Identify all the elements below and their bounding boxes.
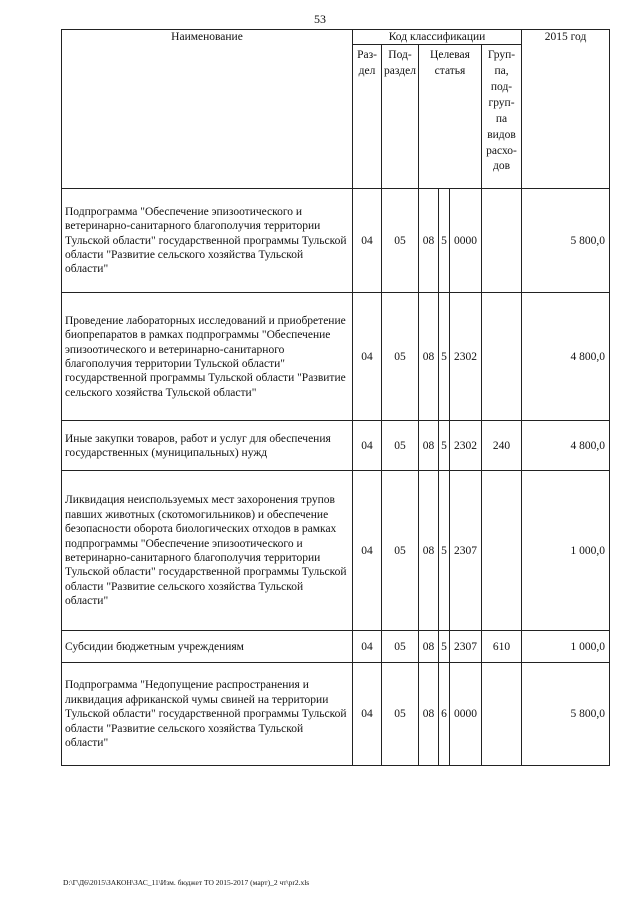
row-name: Проведение лабораторных исследований и приобретение биопрепаратов в рамках подпрограммы "Обеспечение эпизоотического и ветеринарно-санитарного благополучия территории Тульской области" государственной программы Тульской области "Развитие сельского хозяйства Тульской области" (62, 293, 353, 421)
row-section: 04 (353, 663, 382, 766)
row-target-program: 08 (419, 189, 439, 293)
row-subsection: 05 (382, 293, 419, 421)
row-target-program: 08 (419, 421, 439, 471)
row-subsection: 05 (382, 471, 419, 631)
table-row (62, 471, 610, 631)
row-target-subprogram: 5 (439, 631, 450, 663)
row-name: Иные закупки товаров, работ и услуг для обеспечения государственных (муниципальных) нужд (62, 421, 353, 471)
row-target-subprogram: 5 (439, 189, 450, 293)
row-target-program: 08 (419, 631, 439, 663)
row-target-subprogram: 5 (439, 293, 450, 421)
row-name: Ликвидация неиспользуемых мест захоронения трупов павших животных (скотомогильников) и обеспечение безопасности оборота биологических отходов в рамках подпрограммы "Обеспечение эпизоотического и ветеринарно-санитарного благополучия территории Тульской области" государственной программы Тульской области "Развитие сельского хозяйства Тульской области" (62, 471, 353, 631)
header-expense-group: Груп- па, под- груп- па видов расхо- дов (482, 45, 522, 189)
row-name: Подпрограмма "Обеспечение эпизоотического и ветеринарно-санитарного благополучия территории Тульской области" государственной программы Тульской области "Развитие сельского хозяйства Тульской области" (62, 189, 353, 293)
file-path-footer: D:\Г\Д6\2015\ЗАКОН\ЗАС_11\Изм. бюджет ТО 2015-2017 (март)_2 чт\pr2.xls (63, 878, 310, 887)
row-target-program: 08 (419, 471, 439, 631)
row-section: 04 (353, 631, 382, 663)
table-row (62, 421, 610, 471)
table-row (62, 189, 610, 293)
header-year: 2015 год (522, 30, 610, 189)
row-target-subprogram: 5 (439, 421, 450, 471)
row-name: Субсидии бюджетным учреждениям (62, 631, 353, 663)
row-target-direction: 2307 (450, 471, 482, 631)
row-target-program: 08 (419, 663, 439, 766)
row-target-direction: 0000 (450, 189, 482, 293)
row-amount: 5 800,0 (522, 189, 610, 293)
row-expense-group: 610 (482, 631, 522, 663)
row-amount: 1 000,0 (522, 471, 610, 631)
row-amount: 4 800,0 (522, 421, 610, 471)
row-section: 04 (353, 421, 382, 471)
header-classification: Код классификации (353, 30, 522, 45)
row-expense-group (482, 471, 522, 631)
row-subsection: 05 (382, 631, 419, 663)
row-target-direction: 2302 (450, 421, 482, 471)
row-expense-group: 240 (482, 421, 522, 471)
row-expense-group (482, 663, 522, 766)
row-expense-group (482, 293, 522, 421)
row-expense-group (482, 189, 522, 293)
header-section: Раз- дел (353, 45, 382, 189)
table-row (62, 631, 610, 663)
row-target-subprogram: 5 (439, 471, 450, 631)
row-name: Подпрограмма "Недопущение распространения и ликвидация африканской чумы свиней на территории Тульской области" государственной программы Тульской области "Развитие сельского хозяйства Тульской области" (62, 663, 353, 766)
row-subsection: 05 (382, 663, 419, 766)
header-target-article: Целевая статья (419, 45, 482, 189)
table-row (62, 293, 610, 421)
table-row (62, 663, 610, 766)
row-subsection: 05 (382, 189, 419, 293)
row-target-direction: 2302 (450, 293, 482, 421)
row-section: 04 (353, 189, 382, 293)
row-target-program: 08 (419, 293, 439, 421)
budget-table (61, 29, 610, 766)
row-target-direction: 0000 (450, 663, 482, 766)
row-target-direction: 2307 (450, 631, 482, 663)
row-section: 04 (353, 471, 382, 631)
row-subsection: 05 (382, 421, 419, 471)
header-name: Наименование (62, 30, 353, 189)
row-amount: 1 000,0 (522, 631, 610, 663)
page-number: 53 (314, 12, 326, 26)
row-target-subprogram: 6 (439, 663, 450, 766)
row-section: 04 (353, 293, 382, 421)
row-amount: 5 800,0 (522, 663, 610, 766)
header-subsection: Под- раздел (382, 45, 419, 189)
row-amount: 4 800,0 (522, 293, 610, 421)
